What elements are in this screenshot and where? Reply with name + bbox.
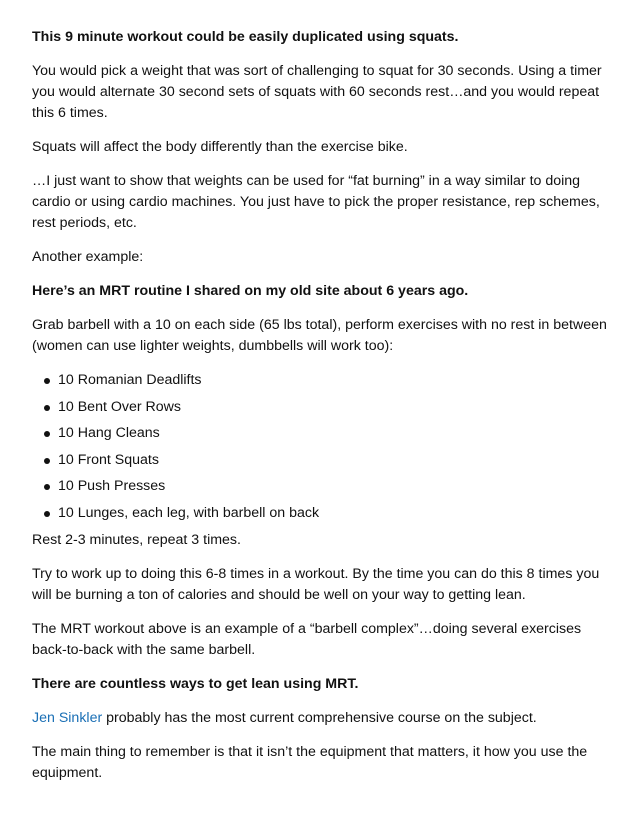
bullet-icon bbox=[44, 431, 50, 437]
list-item bbox=[32, 503, 610, 524]
list-item bbox=[32, 423, 610, 444]
paragraph-squats-effect: Squats will affect the body differently than the exercise bike. bbox=[32, 139, 408, 155]
paragraph-barbell-complex: The MRT workout above is an example of a “barbell complex”…doing several exercises back-to-back with the same barbell. bbox=[32, 620, 582, 658]
jen-sinkler-link[interactable]: Jen Sinkler bbox=[32, 709, 103, 726]
list-item-text: 10 Push Presses bbox=[58, 478, 166, 495]
bullet-icon bbox=[44, 511, 50, 517]
list-item-text: 10 Romanian Deadlifts bbox=[58, 372, 202, 388]
bullet-icon bbox=[44, 484, 50, 490]
section-heading-squats: This 9 minute workout could be easily duplicated using squats. bbox=[32, 29, 459, 45]
paragraph-another-example: Another example: bbox=[32, 249, 144, 265]
paragraph-fat-burning: …I just want to show that weights can be used for “fat burning” in a way similar to doing cardio or using cardio machines. You just have to pick the proper resistance, rep schemes, rest periods, etc. bbox=[32, 173, 600, 231]
paragraph-jen-sinkler bbox=[32, 708, 610, 729]
section-heading-mrt-routine: Here’s an MRT routine I shared on my old site about 6 years ago. bbox=[32, 283, 469, 299]
list-item-text: 10 Bent Over Rows bbox=[58, 398, 182, 415]
paragraph-work-up: Try to work up to doing this 6-8 times in a workout. By the time you can do this 8 times you will be burning a ton of calories and should be well on your way to getting lean. bbox=[32, 565, 600, 603]
list-item-text: 10 Front Squats bbox=[58, 451, 159, 468]
paragraph-barbell-instructions: Grab barbell with a 10 on each side (65 lbs total), perform exercises with no rest in between (women can use lighter weights, dumbbells will work too): bbox=[32, 317, 607, 354]
bullet-icon bbox=[44, 458, 50, 464]
exercise-list bbox=[32, 370, 610, 524]
paragraph-equipment: The main thing to remember is that it isn’t the equipment that matters, it how you use the equipment. bbox=[32, 743, 588, 781]
bullet-icon bbox=[44, 378, 50, 384]
document-page bbox=[32, 27, 610, 797]
list-item-text: 10 Hang Cleans bbox=[58, 425, 160, 442]
list-item bbox=[32, 450, 610, 471]
paragraph-rest: Rest 2-3 minutes, repeat 3 times. bbox=[32, 531, 241, 548]
list-item bbox=[32, 476, 610, 497]
section-heading-countless-ways: There are countless ways to get lean using MRT. bbox=[32, 675, 359, 692]
list-item bbox=[32, 370, 610, 391]
bullet-icon bbox=[44, 405, 50, 411]
list-item bbox=[32, 397, 610, 418]
list-item-text: 10 Lunges, each leg, with barbell on back bbox=[58, 504, 320, 521]
paragraph-jen-sinkler-text: probably has the most current comprehensive course on the subject. bbox=[102, 709, 537, 726]
paragraph-timer: You would pick a weight that was sort of challenging to squat for 30 seconds. Using a timer you would alternate 30 second sets of squats with 60 seconds rest…and you would repeat this 6 times. bbox=[32, 63, 602, 121]
